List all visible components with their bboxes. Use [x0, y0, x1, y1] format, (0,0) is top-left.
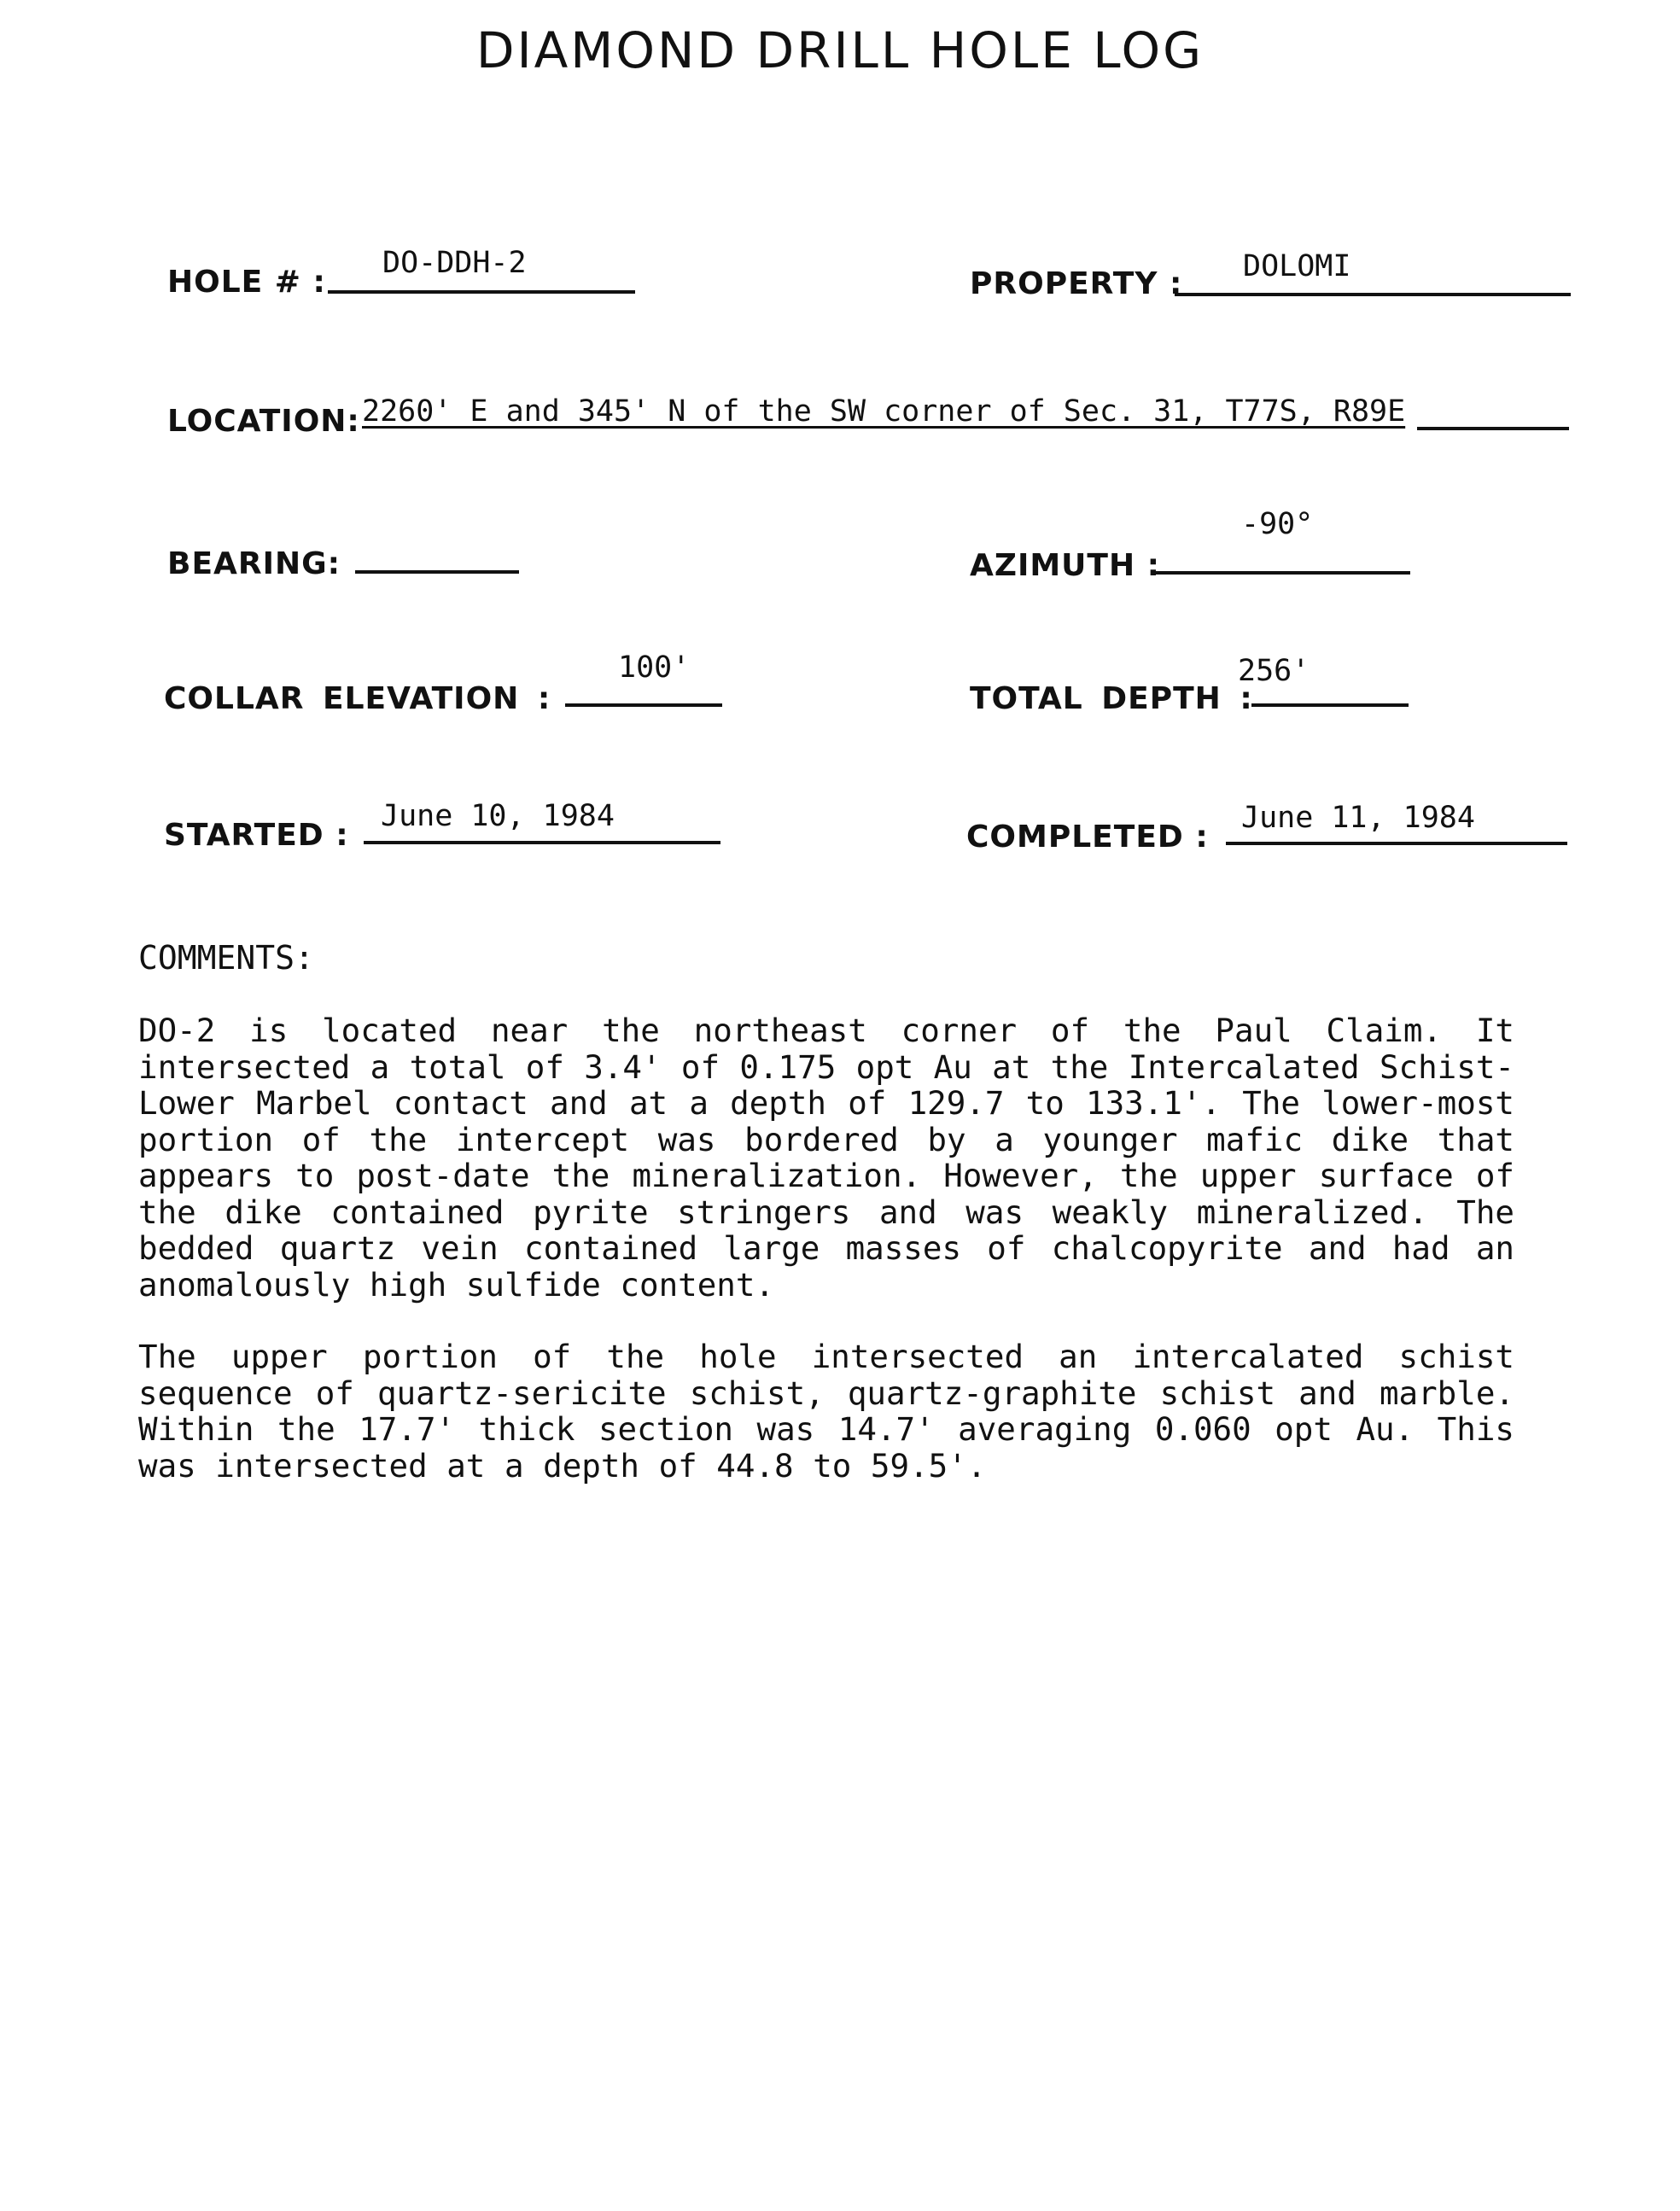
hole-number-value: DO-DDH-2 [382, 246, 527, 280]
completed-label: COMPLETED : [966, 820, 1209, 855]
comments-label: COMMENTS: [138, 939, 314, 977]
bearing-line [355, 570, 519, 574]
completed-value: June 11, 1984 [1241, 801, 1475, 835]
azimuth-line [1156, 571, 1410, 575]
total-depth-label: TOTAL DEPTH : [970, 681, 1253, 716]
collar-elevation-label: COLLAR ELEVATION : [164, 681, 551, 716]
total-depth-line [1251, 703, 1409, 707]
started-value: June 10, 1984 [381, 799, 615, 833]
bearing-label: BEARING: [167, 546, 341, 581]
azimuth-value: -90° [1241, 507, 1314, 541]
comments-paragraph-2: The upper portion of the hole intersected an intercalated schist sequence of quartz-sericite schist, quartz-graphite schist and marble. Within the 17.7' thick section was 14.7' averaging 0.060 opt Au. This was intersected at a depth of 44.8 to 59.5'. [138, 1338, 1514, 1485]
property-value: DOLOMI [1243, 249, 1351, 283]
hole-number-line [328, 290, 635, 294]
started-line [364, 841, 720, 844]
location-label: LOCATION: [167, 404, 360, 439]
property-label: PROPERTY : [970, 266, 1183, 301]
completed-line [1226, 842, 1567, 845]
collar-elevation-value: 100' [618, 650, 691, 685]
hole-number-label: HOLE # : [167, 265, 326, 300]
location-line-tail [1417, 427, 1569, 430]
comments-paragraph-1: DO-2 is located near the northeast corner of the Paul Claim. It intersected a total of 3.4' of 0.175 opt Au at the Intercalated Schist- Lower Marbel contact and at a depth of 129.7 to 133.1'. The lower-most portion of the intercept was bordered by a younger mafic dike that appears to post-date the mineralization. However, the upper surface of the dike contained pyrite stringers and was weakly mineralized. The bedded quartz vein contained large masses of chalcopyrite and had an anomalously high sulfide content. [138, 1012, 1514, 1304]
started-label: STARTED : [164, 818, 349, 853]
document-title: DIAMOND DRILL HOLE LOG [475, 21, 1205, 79]
collar-elevation-line [565, 703, 722, 707]
location-value: 2260' E and 345' N of the SW corner of Sec. 31, T77S, R89E [362, 394, 1406, 429]
azimuth-label: AZIMUTH : [970, 548, 1161, 583]
total-depth-value: 256' [1238, 654, 1310, 688]
property-line [1175, 293, 1571, 296]
